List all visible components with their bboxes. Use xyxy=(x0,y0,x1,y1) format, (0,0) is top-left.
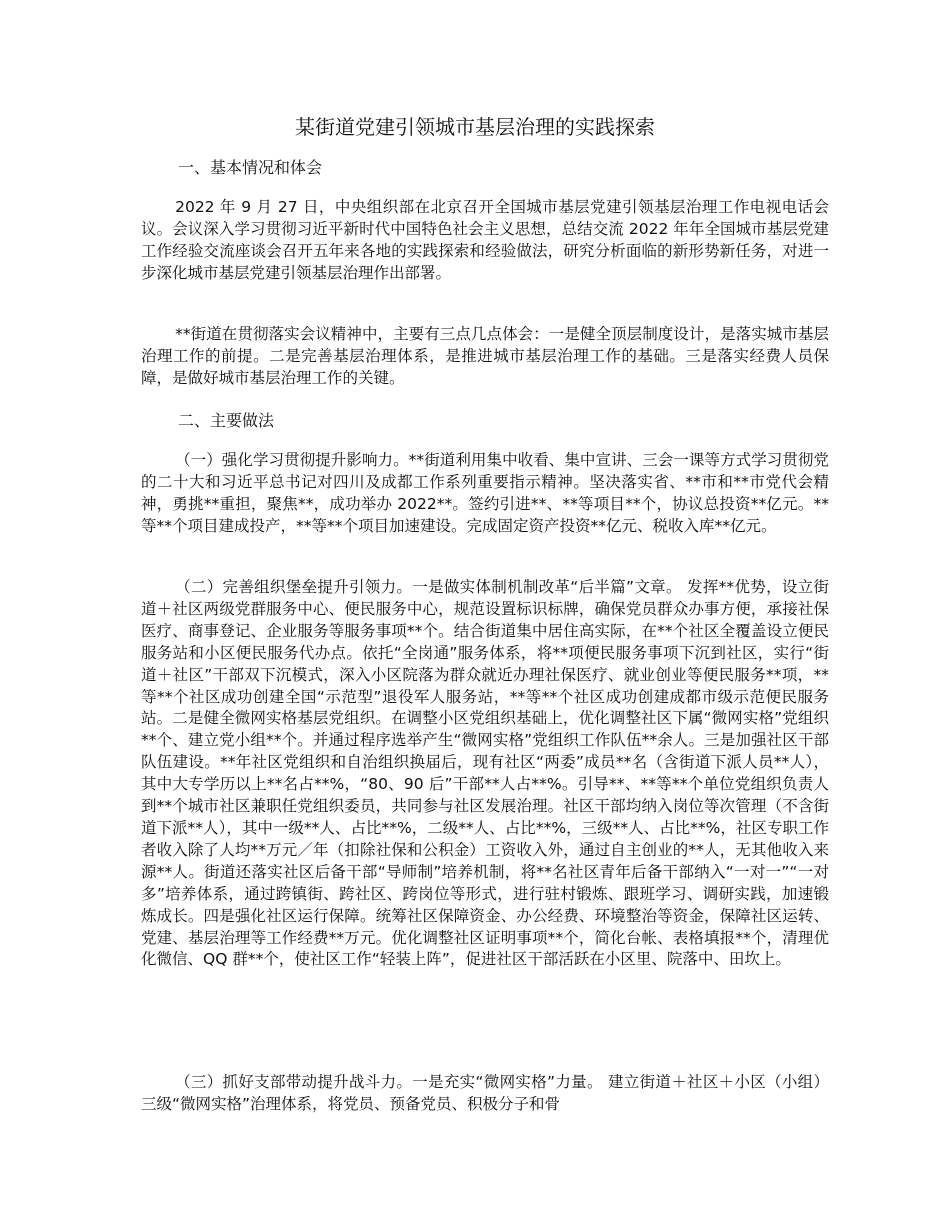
section-heading-1: 一、基本情况和体会 xyxy=(178,158,323,177)
paragraph-5: （三）抓好支部带动提升战斗力。一是充实“微网实格”力量。 建立街道＋社区＋小区（小组）三级“微网实格”治理体系，将党员、预备党员、积极分子和骨 xyxy=(141,1073,829,1113)
document-title: 某街道党建引领城市基层治理的实践探索 xyxy=(295,115,655,139)
section-heading-2: 二、主要做法 xyxy=(178,411,275,430)
paragraph-3: （一）强化学习贯彻提升影响力。**街道利用集中收看、集中宣讲、三会一课等方式学习贯彻党的二十大和习近平总书记对四川及成都工作系列重要指示精神。坚决落实省、**市和**市党代会精神，勇挑**重担，聚焦**，成功举办 2022**。签约引进**、**等项目**个，协议总投资**亿元。**等**个项目建成投产，**等**个项目加速建设。完成固定资产投资**亿元、税收入库**亿元。 xyxy=(141,451,829,535)
paragraph-2: **街道在贯彻落实会议精神中，主要有三点几点体会：一是健全顶层制度设计，是落实城市基层治理工作的前提。二是完善基层治理体系，是推进城市基层治理工作的基础。三是落实经费人员保障，是做好城市基层治理工作的关键。 xyxy=(141,325,829,387)
paragraph-1: 2022 年 9 月 27 日，中央组织部在北京召开全国城市基层党建引领基层治理工作电视电话会议。会议深入学习贯彻习近平新时代中国特色社会主义思想，总结交流 2022 年年全国城市基层党建工作经验交流座谈会召开五年来各地的实践探索和经验做法，研究分析面临的新形势新任务，对进一步深化城市基层党建引领基层治理作出部署。 xyxy=(141,198,829,282)
paragraph-4: （二）完善组织堡垒提升引领力。一是做实体制机制改革“后半篇”文章。 发挥**优势，设立街道＋社区两级党群服务中心、便民服务中心，规范设置标识标牌，确保党员群众办事方便，承接社保医疗、商事登记、企业服务等服务事项**个。结合街道集中居住高实际，在**个社区全覆盖设立便民服务站和小区便民服务代办点。依托“全岗通”服务体系，将**项便民服务事项下沉到社区，实行“街道＋社区”干部双下沉模式，深入小区院落为群众就近办理社保医疗、就业创业等便民服务**项，**等**个社区成功创建全国“示范型”退役军人服务站，**等**个社区成功创建成都市级示范便民服务站。二是健全微网实格基层党组织。在调整小区党组织基础上，优化调整社区下属“微网实格”党组织**个、建立党小组**个。并通过程序选举产生“微网实格”党组织工作队伍**余人。三是加强社区干部队伍建设。**年社区党组织和自治组织换届后，现有社区“两委”成员**名（含街道下派人员**人），其中大专学历以上**名占**%，“80、90 后”干部**人占**%。引导**、**等**个单位党组织负责人到**个城市社区兼职任党组织委员，共同参与社区发展治理。社区干部均纳入岗位等次管理（不含街道下派**人），其中一级**人、占比**%，二级**人、占比**%，三级**人、占比**%，社区专职工作者收入除了人均**万元／年（扣除社保和公积金）工资收入外，通过自主创业的**人，无其他收入来源**人。街道还落实社区后备干部“导师制”培养机制，将**名社区青年后备干部纳入“一对一”“一对多”培养体系，通过跨镇街、跨社区、跨岗位等形式，进行驻村锻炼、跟班学习、调研实践，加速锻炼成长。四是强化社区运行保障。统筹社区保障资金、办公经费、环境整治等资金，保障社区运转、党建、基层治理等工作经费**万元。优化调整社区证明事项**个，简化台帐、表格填报**个，清理优化微信、QQ 群**个，使社区工作“轻装上阵”，促进社区干部活跃在小区里、院落中、田坎上。 xyxy=(141,578,829,969)
